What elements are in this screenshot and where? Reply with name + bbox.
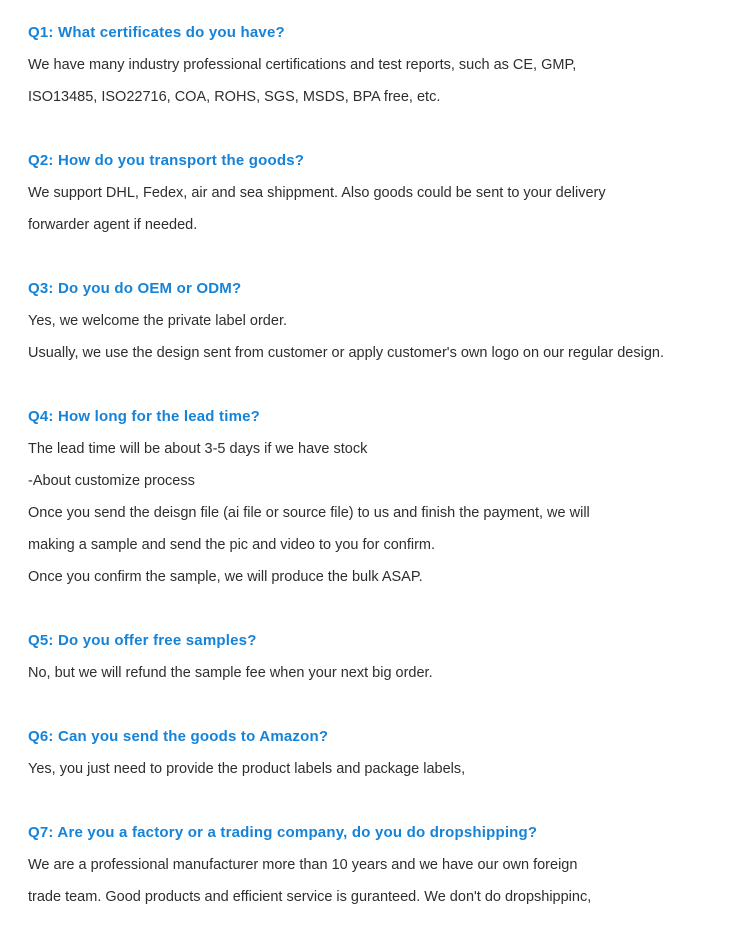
faq-question: Q2: How do you transport the goods? xyxy=(28,152,305,169)
faq-item-q6 xyxy=(28,721,730,785)
faq-answer-line: Once you confirm the sample, we will produce the bulk ASAP. xyxy=(28,569,423,585)
faq-answer-line: ISO13485, ISO22716, COA, ROHS, SGS, MSDS, BPA free, etc. xyxy=(28,89,441,105)
faq-question: Q7: Are you a factory or a trading company, do you do dropshipping? xyxy=(28,824,538,841)
faq-answer-line: trade team. Good products and efficient service is guranteed. We don't do dropshippinc, xyxy=(28,889,592,905)
faq-item-q1 xyxy=(28,17,730,113)
faq-question: Q3: Do you do OEM or ODM? xyxy=(28,280,242,297)
faq-question: Q1: What certificates do you have? xyxy=(28,24,285,41)
faq-item-q4 xyxy=(28,401,730,593)
faq-answer-line: forwarder agent if needed. xyxy=(28,217,198,233)
faq-answer-line: making a sample and send the pic and video to you for confirm. xyxy=(28,537,436,553)
faq-question: Q4: How long for the lead time? xyxy=(28,408,261,425)
faq-answer-line: The lead time will be about 3-5 days if we have stock xyxy=(28,441,368,457)
faq-item-q7 xyxy=(28,817,730,913)
faq-answer-line: Usually, we use the design sent from customer or apply customer's own logo on our regular design. xyxy=(28,345,664,361)
faq-item-q2 xyxy=(28,145,730,241)
faq-question: Q6: Can you send the goods to Amazon? xyxy=(28,728,329,745)
faq-answer-line: Yes, you just need to provide the product labels and package labels, xyxy=(28,761,466,777)
faq-question: Q5: Do you offer free samples? xyxy=(28,632,257,649)
faq-answer-line: Once you send the deisgn file (ai file or source file) to us and finish the payment, we will xyxy=(28,505,590,521)
faq-item-q5 xyxy=(28,625,730,689)
faq-item-q3 xyxy=(28,273,730,369)
faq-answer-line: We support DHL, Fedex, air and sea shippment. Also goods could be sent to your delivery xyxy=(28,185,606,201)
faq-answer-line: We are a professional manufacturer more than 10 years and we have our own foreign xyxy=(28,857,578,873)
faq-answer-line: Yes, we welcome the private label order. xyxy=(28,313,287,329)
faq-answer-line: -About customize process xyxy=(28,473,195,489)
faq-answer-line: No, but we will refund the sample fee when your next big order. xyxy=(28,665,433,681)
faq-answer-line: We have many industry professional certifications and test reports, such as CE, GMP, xyxy=(28,57,577,73)
